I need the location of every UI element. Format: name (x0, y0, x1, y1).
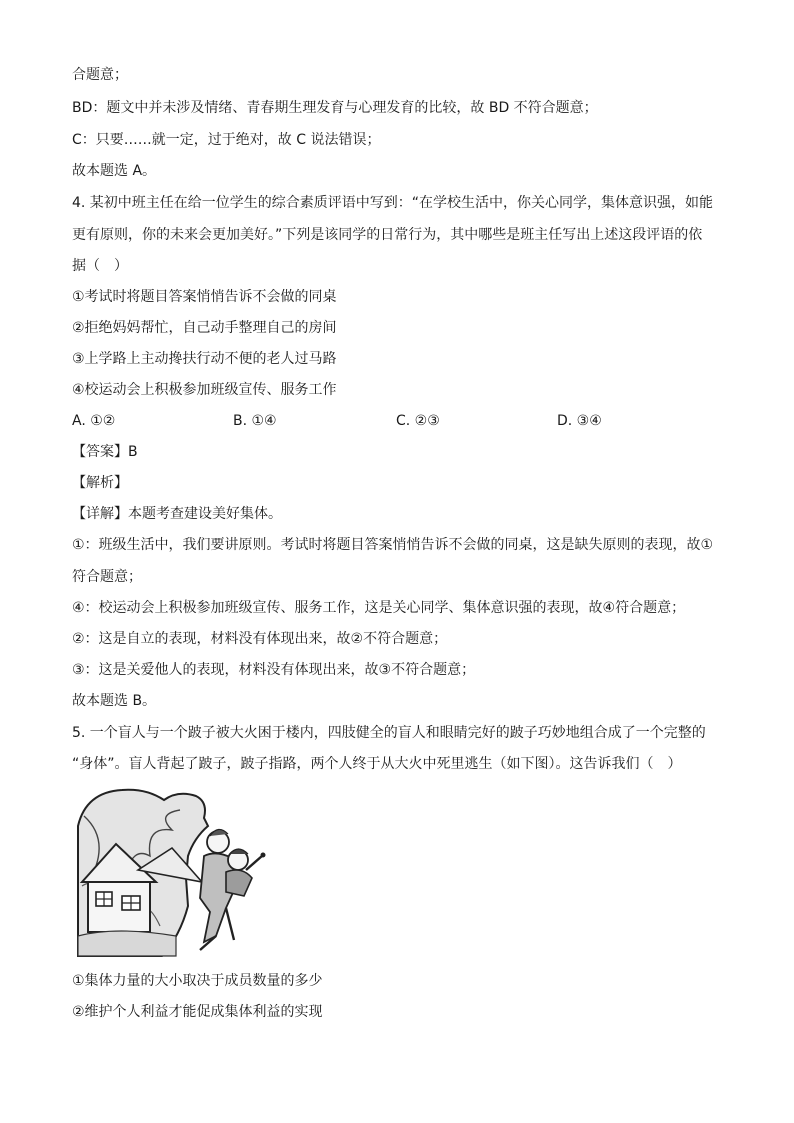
question-5-text: 5. 一个盲人与一个跛子被大火困于楼内，四肢健全的盲人和眼睛完好的跛子巧妙地组合成了一个完整的 (72, 725, 706, 741)
fire-escape-illustration (76, 786, 266, 958)
statement-item: ②维护个人利益才能促成集体利益的实现 (72, 1004, 323, 1020)
question-5-text: “身体”。盲人背起了跛子，跛子指路，两个人终于从大火中死里逃生（如下图）。这告诉我们（ ） (72, 756, 682, 772)
question-4-text: 4. 某初中班主任在给一位学生的综合素质评语中写到：“在学校生活中，你关心同学，集体意识强，如能 (72, 195, 714, 211)
option-d: D. ③④ (557, 413, 602, 429)
text-line: 故本题选 A。 (72, 163, 157, 179)
detail-text: ②：这是自立的表现，材料没有体现出来，故②不符合题意； (72, 631, 448, 647)
statement-item: ①考试时将题目答案悄悄告诉不会做的同桌 (72, 289, 337, 305)
detail-text: ④：校运动会上积极参加班级宣传、服务工作，这是关心同学、集体意识强的表现，故④符合题意； (72, 600, 686, 616)
detail-text: 【详解】本题考查建设美好集体。 (72, 506, 282, 522)
question-4-text: 据（ ） (72, 258, 128, 274)
detail-text: ①：班级生活中，我们要讲原则。考试时将题目答案悄悄告诉不会做的同桌，这是缺失原则的表现，故① (72, 537, 714, 553)
statement-item: ②拒绝妈妈帮忙，自己动手整理自己的房间 (72, 320, 337, 336)
option-c: C. ②③ (396, 413, 440, 429)
detail-text: ③：这是关爱他人的表现，材料没有体现出来，故③不符合题意； (72, 662, 476, 678)
option-b: B. ①④ (233, 413, 277, 429)
analysis-label: 【解析】 (72, 475, 128, 491)
statement-item: ④校运动会上积极参加班级宣传、服务工作 (72, 382, 337, 398)
option-a: A. ①② (72, 413, 116, 429)
statement-item: ③上学路上主动搀扶行动不便的老人过马路 (72, 351, 337, 367)
statement-item: ①集体力量的大小取决于成员数量的多少 (72, 973, 323, 989)
text-line: BD：题文中并未涉及情绪、青春期生理发育与心理发育的比较，故 BD 不符合题意； (72, 100, 598, 116)
text-line: 合题意； (72, 67, 128, 83)
text-line: C：只要……就一定，过于绝对，故 C 说法错误； (72, 132, 381, 148)
question-4-text: 更有原则，你的未来会更加美好。”下列是该同学的日常行为，其中哪些是班主任写出上述这段评语的依 (72, 227, 703, 243)
detail-text: 符合题意； (72, 569, 142, 585)
answer-label: 【答案】B (72, 444, 138, 460)
detail-text: 故本题选 B。 (72, 693, 157, 709)
